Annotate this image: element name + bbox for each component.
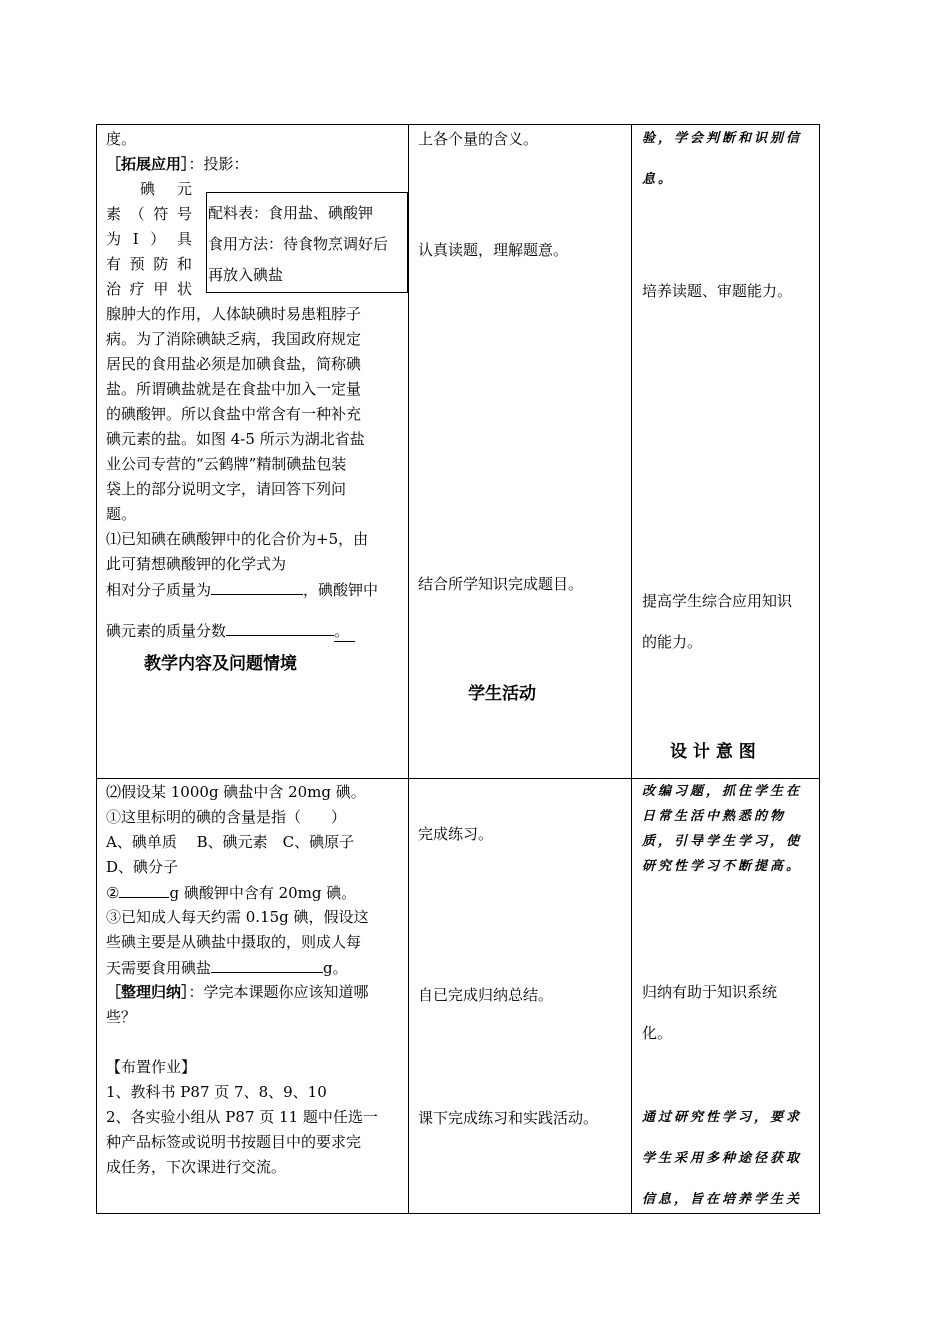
table-border-left bbox=[96, 124, 97, 1214]
design-text-handwritten: 通过研究性学习，要求 bbox=[642, 1110, 803, 1125]
column-header-activity: 学生活动 bbox=[468, 684, 536, 704]
paragraph-line: 居民的食用盐必须是加碘食盐，简称碘 bbox=[106, 355, 362, 373]
design-text-handwritten: 改编习题，抓住学生在 bbox=[642, 784, 803, 799]
extension-line bbox=[106, 154, 249, 174]
label-box-line: 配料表：食用盐、碘酸钾 bbox=[208, 204, 374, 222]
question-2-options: A、碘单质 B、碘元素 C、碘原子 bbox=[106, 833, 355, 851]
design-text-handwritten: 质，引导学生学习，使 bbox=[642, 834, 803, 849]
design-text-handwritten: 日常生活中熟悉的物 bbox=[642, 809, 787, 824]
answer-blank bbox=[211, 579, 303, 595]
label-box-line: 再放入碘盐 bbox=[208, 266, 284, 284]
table-column-divider bbox=[631, 124, 632, 1214]
paragraph-line: 业公司专营的“云鹤牌”精制碘盐包装 bbox=[106, 455, 347, 473]
design-text: 培养读题、审题能力。 bbox=[642, 282, 793, 300]
design-text: 归纳有助于知识系统 bbox=[642, 983, 778, 1001]
design-text: 化。 bbox=[642, 1024, 673, 1042]
question-2-line: ①这里标明的碘的含量是指（ ） bbox=[106, 808, 347, 826]
homework-item: 成任务，下次课进行交流。 bbox=[106, 1158, 287, 1176]
question-1-line: 此可猜想碘酸钾的化学式为 bbox=[106, 555, 287, 573]
paragraph-line: 腺肿大的作用，人体缺碘时易患粗脖子 bbox=[106, 305, 362, 323]
question-1-line: 碘元素的质量分数 。 bbox=[106, 620, 355, 642]
design-text: 的能力。 bbox=[642, 633, 703, 651]
question-1-line: ⑴已知碘在碘酸钾中的化合价为+5，由 bbox=[106, 530, 369, 548]
table-row-divider bbox=[96, 778, 820, 779]
activity-text: 自已完成归纳总结。 bbox=[418, 986, 554, 1004]
activity-text: 结合所学知识完成题目。 bbox=[418, 575, 584, 593]
paragraph-line: 盐。所谓碘盐就是在食盐中加入一定量 bbox=[106, 380, 362, 398]
activity-text: 完成练习。 bbox=[418, 825, 494, 843]
paragraph-line: 题。 bbox=[106, 505, 137, 523]
homework-item: 1、教科书 P87 页 7、8、9、10 bbox=[106, 1083, 327, 1101]
question-2-line: 些碘主要是从碘盐中摄取的，则成人每 bbox=[106, 933, 362, 951]
design-text: 提高学生综合应用知识 bbox=[642, 592, 793, 610]
column-header-design: 设 计 意 图 bbox=[670, 742, 756, 762]
answer-blank bbox=[119, 882, 169, 898]
extension-text: ：投影： bbox=[188, 155, 249, 173]
design-text-handwritten: 信息，旨在培养学生关 bbox=[642, 1192, 803, 1207]
design-text-handwritten: 息。 bbox=[642, 172, 675, 187]
answer-blank bbox=[211, 957, 323, 973]
summary-line: 些？ bbox=[106, 1008, 137, 1026]
text-line: 度。 bbox=[106, 130, 137, 148]
activity-text: 认真读题，理解题意。 bbox=[418, 241, 569, 259]
homework-label: 【布置作业】 bbox=[106, 1058, 197, 1076]
paragraph-line: 碘元素的盐。如图 4-5 所示为湖北省盐 bbox=[106, 430, 365, 448]
paragraph-line: 的碘酸钾。所以食盐中常含有一种补充 bbox=[106, 405, 362, 423]
extension-label: ［拓展应用］ bbox=[106, 155, 189, 173]
summary-label: ［整理归纳］ bbox=[106, 983, 189, 1001]
column-header-content: 教学内容及问题情境 bbox=[144, 654, 297, 674]
activity-text: 上各个量的含义。 bbox=[418, 130, 539, 148]
table-border-bottom bbox=[96, 1213, 820, 1214]
paragraph-line: 病。为了消除碘缺乏病，我国政府规定 bbox=[106, 330, 362, 348]
question-2-line: ⑵假设某 1000g 碘盐中含 20mg 碘。 bbox=[106, 783, 366, 801]
answer-blank bbox=[226, 620, 334, 636]
wrap-line: 素 （ 符 号 bbox=[106, 205, 192, 223]
design-text-handwritten: 验，学会判断和识别信 bbox=[642, 131, 803, 146]
design-text-handwritten: 研究性学习不断提高。 bbox=[642, 859, 803, 874]
wrap-line: 有 预 防 和 bbox=[106, 255, 192, 273]
table-border-top bbox=[96, 124, 820, 125]
answer-blank-end: 。 bbox=[334, 621, 355, 642]
question-2-line: ② g 碘酸钾中含有 20mg 碘。 bbox=[106, 884, 357, 902]
homework-item: 种产品标签或说明书按题目中的要求完 bbox=[106, 1133, 362, 1151]
wrap-line: 为 I ） 具 bbox=[106, 230, 192, 248]
label-box-line: 食用方法：待食物烹调好后 bbox=[208, 235, 389, 253]
paragraph-line: 袋上的部分说明文字，请回答下列问 bbox=[106, 480, 347, 498]
table-column-divider bbox=[408, 124, 409, 1214]
activity-text: 课下完成练习和实践活动。 bbox=[418, 1109, 599, 1127]
question-1-line: 相对分子质量为 ，碘酸钾中 bbox=[106, 581, 379, 599]
table-border-right bbox=[819, 124, 820, 1214]
question-2-options: D、碘分子 bbox=[106, 858, 179, 876]
question-2-line: 天需要食用碘盐 g。 bbox=[106, 959, 348, 977]
wrap-line: 碘 元 bbox=[140, 180, 192, 198]
wrap-line: 治 疗 甲 状 bbox=[106, 280, 192, 298]
homework-item: 2、各实验小组从 P87 页 11 题中任选一 bbox=[106, 1108, 378, 1126]
question-2-line: ③已知成人每天约需 0.15g 碘，假设这 bbox=[106, 908, 369, 926]
design-text-handwritten: 学生采用多种途径获取 bbox=[642, 1151, 803, 1166]
summary-line: ［整理归纳］：学完本课题你应该知道哪 bbox=[106, 983, 369, 1001]
